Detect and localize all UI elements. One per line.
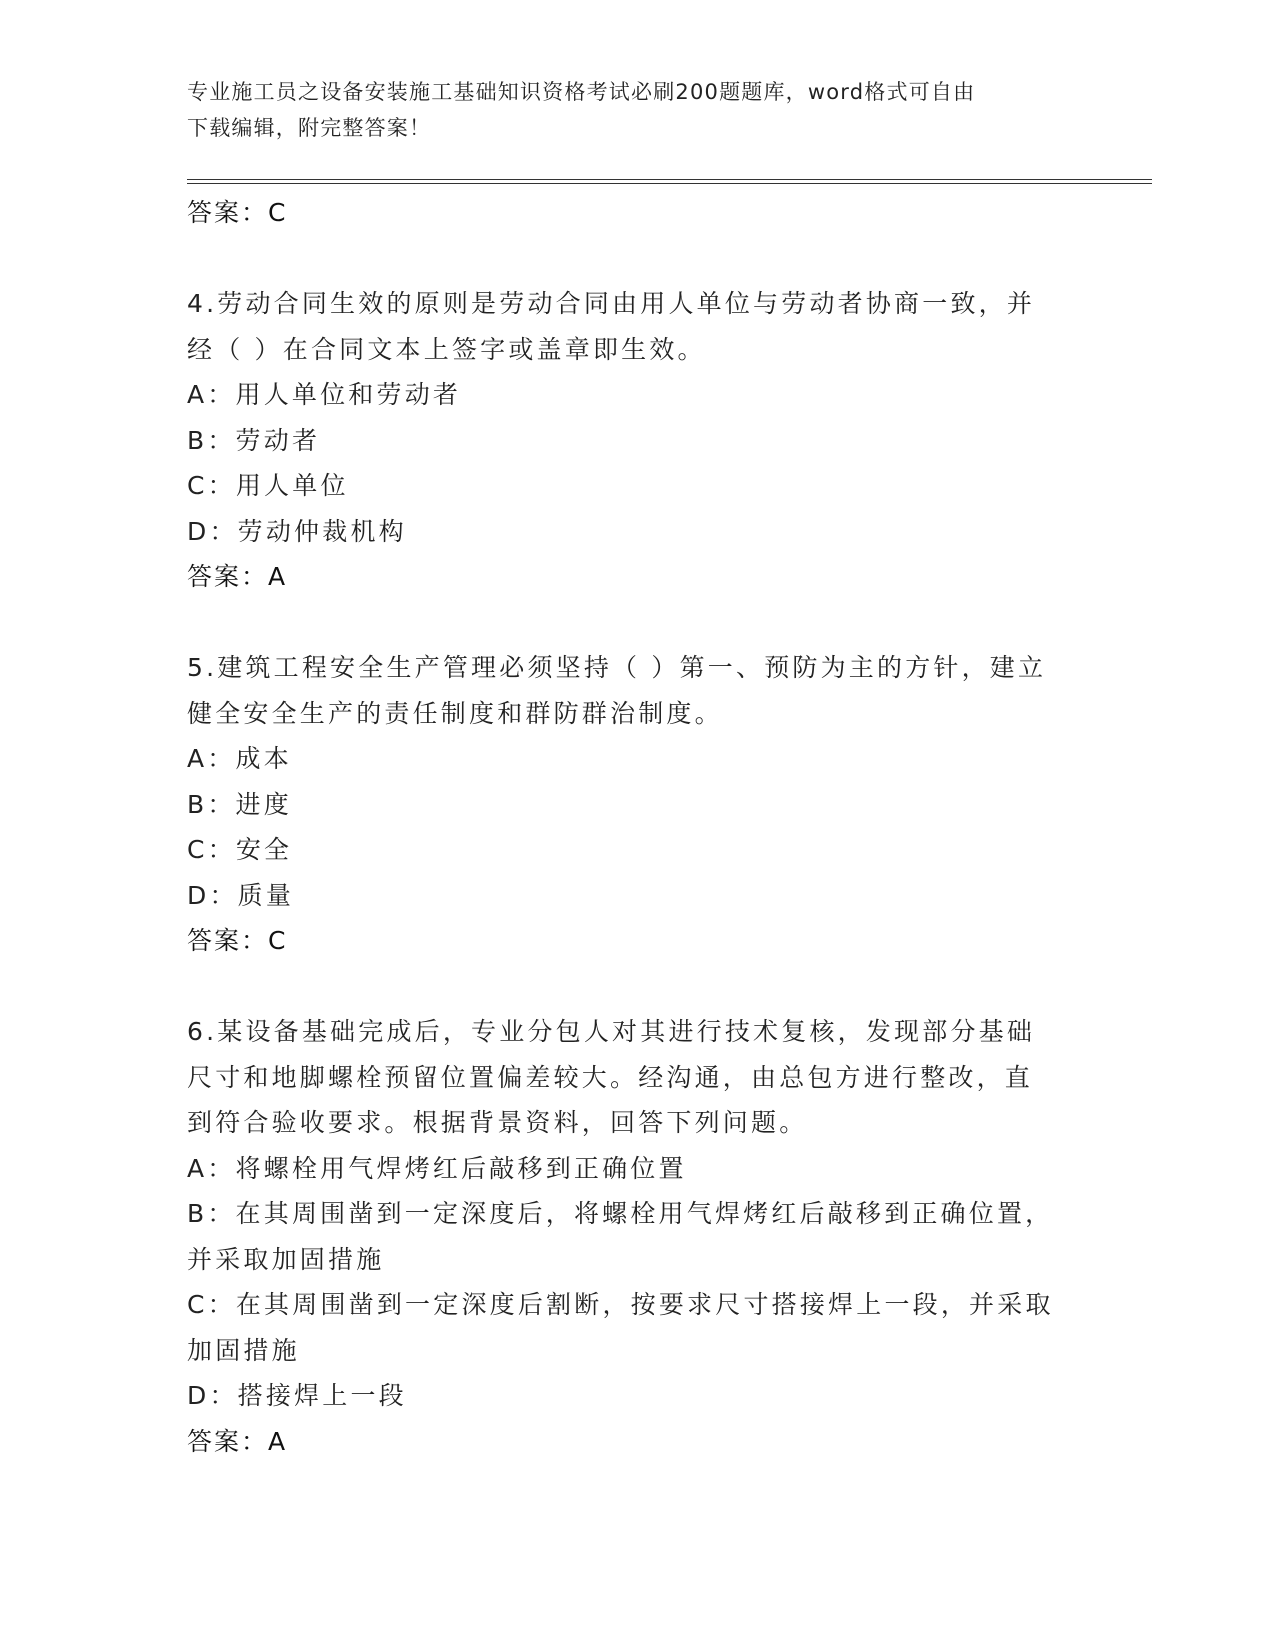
option-c: C：安全 xyxy=(187,835,293,864)
answer-text: 答案：A xyxy=(187,562,288,591)
option-b: B：进度 xyxy=(187,789,292,819)
question-item xyxy=(187,645,1087,964)
option-c: C：在其周围凿到一定深度后割断，按要求尺寸搭接焊上一段，并采取 xyxy=(187,1290,1054,1319)
spacer xyxy=(187,600,1087,646)
question-list xyxy=(187,190,1087,1464)
question-text: 5.建筑工程安全生产管理必须坚持（ ）第一、预防为主的方针，建立 xyxy=(187,653,1047,682)
option-b-continued: 并采取加固措施 xyxy=(187,1244,385,1274)
header-line-2: 下载编辑，附完整答案！ xyxy=(187,116,432,140)
answer-text: 答案：A xyxy=(187,1426,288,1456)
question-text: 4.劳动合同生效的原则是劳动合同由用人单位与劳动者协商一致，并 xyxy=(187,289,1036,318)
spacer xyxy=(187,964,1087,1010)
question-text: 尺寸和地脚螺栓预留位置偏差较大。经沟通，由总包方进行整改，直 xyxy=(187,1062,1034,1092)
option-c-continued: 加固措施 xyxy=(187,1335,300,1365)
answer-text: 答案：C xyxy=(187,926,288,955)
option-a: A：用人单位和劳动者 xyxy=(187,380,462,409)
question-text: 经（ ）在合同文本上签字或盖章即生效。 xyxy=(187,334,706,364)
question-text: 6.某设备基础完成后，专业分包人对其进行技术复核，发现部分基础 xyxy=(187,1017,1036,1046)
header-divider-top xyxy=(187,179,1152,180)
option-b: B：劳动者 xyxy=(187,425,321,455)
header-divider-bottom xyxy=(187,183,1152,184)
question-text: 健全安全生产的责任制度和群防群治制度。 xyxy=(187,698,723,728)
question-item xyxy=(187,281,1087,600)
document-header xyxy=(187,74,1087,146)
option-d: D：劳动仲裁机构 xyxy=(187,516,407,546)
spacer xyxy=(187,236,1087,282)
previous-answer: 答案：C xyxy=(187,198,288,227)
option-a: A：成本 xyxy=(187,744,292,773)
header-line-1: 专业施工员之设备安装施工基础知识资格考试必刷200题题库，word格式可自由 xyxy=(187,80,976,104)
option-d: D：搭接焊上一段 xyxy=(187,1381,407,1410)
option-a: A：将螺栓用气焊烤红后敲移到正确位置 xyxy=(187,1153,687,1183)
option-d: D：质量 xyxy=(187,880,295,910)
question-item xyxy=(187,1009,1087,1464)
option-b: B：在其周围凿到一定深度后，将螺栓用气焊烤红后敲移到正确位置， xyxy=(187,1199,1054,1228)
option-c: C：用人单位 xyxy=(187,471,349,500)
question-text: 到符合验收要求。根据背景资料，回答下列问题。 xyxy=(187,1108,808,1137)
